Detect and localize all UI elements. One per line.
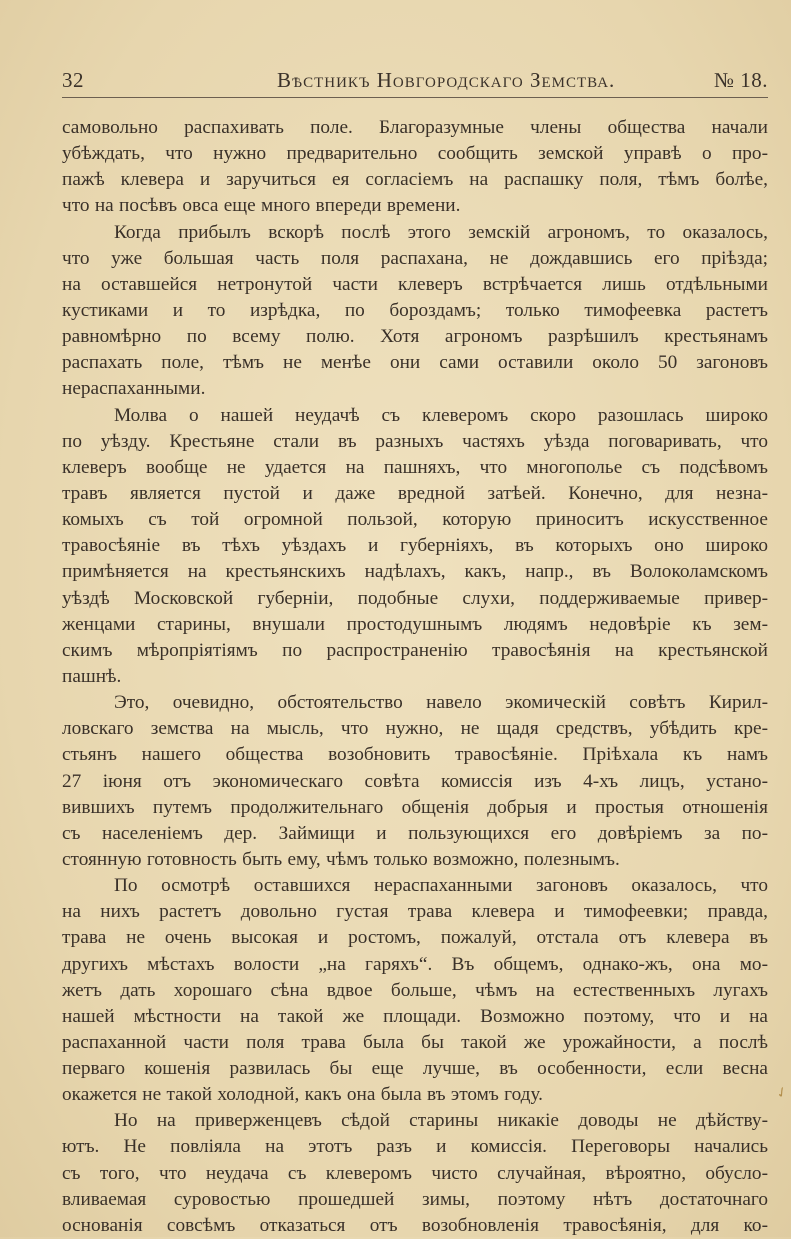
journal-title: Вѣстникъ Новгородскаго Земства. [277, 68, 616, 92]
text-line: съ того, что неудача съ клеверомъ чисто случайная, вѣроятно, обусло- [62, 1162, 768, 1184]
text-line: равномѣрно по всему полю. Хотя агрономъ разрѣшилъ крестьянамъ [62, 326, 768, 348]
text-line: съ населеніемъ дер. Займищи и пользующихся его довѣріемъ за по- [62, 822, 768, 844]
text-line: другихъ мѣстахъ волости „на гаряхъ“. Въ общемъ, однако-жъ, она мо- [62, 953, 768, 975]
text-line: по уѣзду. Крестьяне стали въ разныхъ частяхъ уѣзда поговаривать, что [62, 430, 768, 452]
text-line: перваго кошенія развилась бы еще лучше, въ особенности, если весна [62, 1058, 768, 1080]
text-line: ютъ. Не повліяла на этотъ разъ и комиссія. Переговоры начались [62, 1136, 768, 1158]
text-line: основанія совсѣмъ отказаться отъ возобновленія травосѣянія, для ко- [62, 1214, 768, 1236]
text-line: По осмотрѣ оставшихся нераспаханными загоновъ оказалось, что [114, 875, 768, 897]
header-rule [62, 97, 768, 98]
text-line: комыхъ съ той огромной пользой, которую приноситъ искусственное [62, 509, 768, 531]
text-line: вившихъ путемъ продолжительнаго общенія добрыя и простыя отношенія [62, 796, 768, 818]
text-line: самовольно распахивать поле. Благоразумные члены общества начали [62, 117, 768, 138]
text-line: вливаемая суровостью прошедшей зимы, поэтому нѣтъ достаточнаго [62, 1188, 768, 1210]
page-number: 32 [62, 68, 84, 92]
running-header [62, 68, 768, 94]
text-line: пашнѣ. [62, 665, 122, 687]
text-line: распахать поле, тѣмъ не менѣе они сами оставили около 50 загоновъ [62, 352, 768, 374]
text-line: клеверъ вообще не удается на пашняхъ, что многополье съ подсѣвомъ [62, 456, 768, 478]
issue-number: № 18. [713, 68, 768, 92]
text-line: травъ является пустой и даже вредной затѣей. Конечно, для незна- [62, 482, 768, 504]
text-line: скимъ мѣропріятіямъ по распространенію травосѣянія на крестьянской [62, 639, 768, 661]
text-line: Молва о нашей неудачѣ съ клеверомъ скоро разошлась широко [114, 404, 768, 426]
text-line: что уже большая часть поля распахана, не дождавшись его пріѣзда; [62, 247, 768, 269]
text-line: нераспаханными. [62, 378, 206, 400]
text-line: Когда прибылъ вскорѣ послѣ этого земскій агрономъ, то оказалось, [114, 221, 768, 243]
text-line: нашей мѣстности на такой же площади. Возможно поэтому, что и на [62, 1005, 768, 1027]
text-line: примѣняется на крестьянскихъ надѣлахъ, какъ, напр., въ Волоколамскомъ [62, 561, 768, 583]
text-line: уѣздѣ Московской губерніи, подобные слухи, поддерживаемые привер- [62, 587, 768, 609]
text-line: Но на приверженцевъ сѣдой старины никакіе доводы не дѣйству- [114, 1110, 768, 1132]
text-line: на оставшейся нетронутой части клеверъ встрѣчается лишь отдѣльными [62, 273, 768, 295]
body-text [62, 115, 768, 1239]
text-line: что на посѣвъ овса еще много впереди времени. [62, 195, 461, 217]
text-line: Это, очевидно, обстоятельство навело экомическій совѣтъ Кирил- [114, 692, 768, 714]
text-line: травосѣяніе въ тѣхъ уѣздахъ и губерніяхъ, въ которыхъ оно широко [62, 535, 768, 557]
text-line: женцами старины, внушали простодушнымъ людямъ недовѣріе къ зем- [62, 613, 768, 635]
text-line: пажѣ клевера и заручиться ея согласіемъ на распашку поля, тѣмъ болѣе, [62, 169, 768, 191]
text-line: окажется не такой холодной, какъ она была въ этомъ году. [62, 1084, 543, 1106]
text-line: стоянную готовность быть ему, чѣмъ только возможно, полезнымъ. [62, 848, 620, 870]
text-line: трава не очень высокая и ростомъ, пожалуй, отстала отъ клевера въ [62, 927, 768, 949]
text-line: жетъ дать хорошаго сѣна вдвое больше, чѣмъ на естественныхъ лугахъ [62, 979, 768, 1001]
text-line: стьянъ нашего общества возобновить травосѣяніе. Пріѣхала къ намъ [62, 744, 768, 766]
text-line: убѣждать, что нужно предварительно сообщить земской управѣ о про- [62, 143, 768, 165]
text-line: распаханной части поля трава была бы такой же урожайности, а послѣ [62, 1031, 768, 1053]
text-line: ловскаго земства на мысль, что нужно, не щадя средствъ, убѣдить кре- [62, 718, 768, 740]
margin-mark-icon: ✓ [773, 1083, 791, 1103]
text-line: на нихъ растетъ довольно густая трава клевера и тимофеевки; правда, [62, 901, 768, 923]
text-line: 27 іюня отъ экономическаго совѣта комиссія изъ 4-хъ лицъ, устано- [62, 770, 768, 792]
text-line: кустиками и то изрѣдка, по бороздамъ; только тимофеевка растетъ [62, 299, 768, 321]
